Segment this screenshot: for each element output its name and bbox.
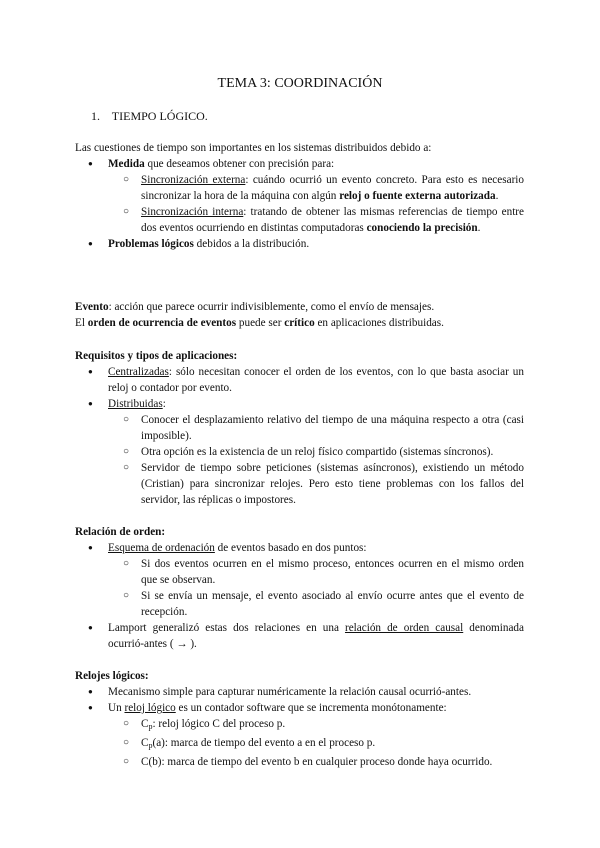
reloj-sublist	[108, 716, 524, 770]
cp-subscript: p	[148, 722, 153, 731]
relacion-list	[75, 540, 524, 652]
list-item-lamport	[75, 620, 524, 652]
orden-critico: crítico	[284, 317, 315, 329]
medida-term: Medida	[108, 158, 145, 170]
esquema-sublist	[108, 556, 524, 620]
distribuidas-colon: :	[162, 398, 166, 410]
lamport-post: denominada ocurrió-antes ( → ).	[108, 622, 524, 650]
lamport-pre: Lamport generalizó estas dos relaciones en una	[108, 622, 345, 634]
orden-sentence	[75, 315, 524, 331]
sublist-item: ○ Conocer el desplazamiento relativo del tiempo de una máquina respecto a otra (casi imposible).	[108, 412, 524, 444]
evento-term: Evento	[75, 301, 109, 313]
section-heading	[91, 108, 208, 124]
centralizadas-text: : sólo necesitan conocer el orden de los eventos, con lo que basta asociar un reloj o contador por evento.	[108, 366, 524, 394]
esquema-term: Esquema de ordenación	[108, 542, 215, 554]
requisitos-list	[75, 364, 524, 508]
sublist-item: ○ Servidor de tiempo sobre peticiones (sistemas asíncronos), existiendo un método (Cristian) para sincronizar relojes. Pero esto tiene problemas con los fallos del servidor, las réplicas o impostores.	[108, 460, 524, 508]
evento-text: : acción que parece ocurrir indivisiblemente, como el envío de mensajes.	[108, 301, 435, 313]
intro-list	[75, 156, 524, 252]
evento-definition	[75, 299, 524, 315]
reloj-post: es un contador software que se incrementa monótonamente:	[175, 702, 447, 714]
section-heading-text: TIEMPO LÓGICO.	[111, 109, 208, 123]
lamport-term: relación de orden causal	[344, 622, 464, 634]
sync-ext-bold: reloj o fuente externa autorizada	[339, 190, 496, 202]
sublist-item-sync-int	[108, 204, 524, 236]
sublist-item-sync-ext	[108, 172, 524, 204]
cpa-symbol: C	[141, 737, 149, 749]
medida-sublist	[108, 172, 524, 236]
list-item-reloj-logico	[75, 700, 524, 770]
sync-ext-end: .	[495, 190, 499, 202]
sublist-item: ○ C(b): marca de tiempo del evento b en cualquier proceso donde haya ocurrido.	[108, 754, 524, 770]
cp-symbol: C	[141, 718, 149, 730]
orden-mid: puede ser	[236, 317, 285, 329]
intro-block	[75, 140, 524, 252]
sublist-item: ○ Otra opción es la existencia de un reloj físico compartido (sistemas síncronos).	[108, 444, 524, 460]
evento-block	[75, 299, 524, 331]
orden-term: orden de ocurrencia de eventos	[87, 317, 237, 329]
centralizadas-term: Centralizadas	[108, 366, 169, 378]
sync-ext-term: Sincronización externa	[141, 174, 246, 186]
distribuidas-term: Distribuidas	[108, 398, 163, 410]
cpa-text: (a): marca de tiempo del evento a en el proceso p.	[152, 737, 376, 749]
requisitos-block	[75, 348, 524, 508]
reloj-term: reloj lógico	[124, 702, 176, 714]
sublist-item: ○ Si dos eventos ocurren en el mismo proceso, entonces ocurren en el mismo orden que se observan.	[108, 556, 524, 588]
list-item-mecanismo: ● Mecanismo simple para capturar numéricamente la relación causal ocurrió-antes.	[75, 684, 524, 700]
relacion-heading: Relación de orden:	[75, 526, 166, 538]
sublist-item: ○ Si se envía un mensaje, el evento asociado al envío ocurre antes que el evento de recepción.	[108, 588, 524, 620]
list-item-distribuidas	[75, 396, 524, 508]
sublist-item	[108, 735, 524, 754]
relojes-block	[75, 668, 524, 770]
cpa-subscript: p	[148, 741, 153, 750]
section-number: 1.	[91, 109, 100, 123]
list-item-centralizadas	[75, 364, 524, 396]
sync-int-bold: conociendo la precisión	[366, 222, 478, 234]
intro-lead: Las cuestiones de tiempo son importantes en los sistemas distribuidos debido a:	[75, 142, 432, 154]
orden-end: en aplicaciones distribuidas.	[314, 317, 444, 329]
problemas-text: debidos a la distribución.	[193, 238, 310, 250]
reloj-pre: Un	[108, 702, 125, 714]
cp-text: : reloj lógico C del proceso p.	[152, 718, 286, 730]
distribuidas-sublist	[108, 412, 524, 508]
medida-text: que deseamos obtener con precisión para:	[144, 158, 335, 170]
list-item-problemas	[75, 236, 524, 252]
relojes-heading: Relojes lógicos:	[75, 670, 149, 682]
relojes-list	[75, 684, 524, 770]
list-item-medida	[75, 156, 524, 236]
relacion-block	[75, 524, 524, 652]
problemas-term: Problemas lógicos	[108, 238, 194, 250]
list-item-esquema	[75, 540, 524, 620]
page-title: TEMA 3: COORDINACIÓN	[217, 76, 383, 91]
esquema-text: de eventos basado en dos puntos:	[214, 542, 367, 554]
requisitos-heading: Requisitos y tipos de aplicaciones:	[75, 350, 238, 362]
sublist-item	[108, 716, 524, 735]
sync-ext-text: : cuándo ocurrió un evento concreto. Para esto es necesario sincronizar la hora de la máquina con algún	[141, 174, 524, 202]
orden-pre: El	[75, 317, 88, 329]
sync-int-text: : tratando de obtener las mismas referencias de tiempo entre dos eventos ocurriendo en distintas computadoras	[141, 206, 524, 234]
sync-int-term: Sincronización interna	[141, 206, 244, 218]
sync-int-end: .	[477, 222, 481, 234]
